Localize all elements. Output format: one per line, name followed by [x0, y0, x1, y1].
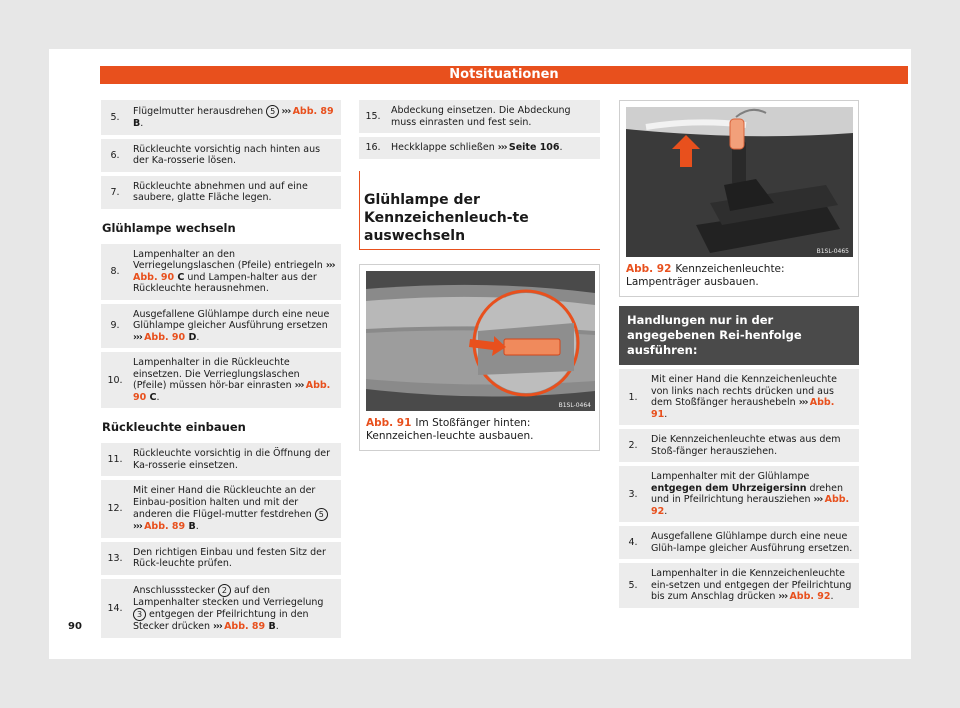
bumper-illustration: [366, 271, 595, 411]
step-9: 9. Ausgefallene Glühlampe durch eine neue Glühlampe gleicher Ausführung ersetzen ››› Abb. 90 D.: [101, 304, 341, 349]
step-r3: 3. Lampenhalter mit der Glühlampe entgegen dem Uhrzeigersinn drehen und in Pfeilrichtung herausziehen ››› Abb. 92.: [619, 466, 859, 522]
page-link[interactable]: Seite 106: [508, 142, 560, 153]
lamp-holder: [730, 119, 744, 149]
step-5: 5. Flügelmutter herausdrehen 5 ››› Abb. 89 B.: [101, 100, 341, 135]
step-6: 6. Rückleuchte vorsichtig nach hinten aus der Ka-rosserie lösen.: [101, 139, 341, 172]
figure-92-caption: Abb. 92 Kennzeichenleuchte: Lampenträger ausbauen.: [626, 263, 785, 288]
column-right: [619, 100, 859, 612]
column-middle: [359, 100, 600, 451]
step-12: 12. Mit einer Hand die Rückleuchte an der Einbau-position halten und mit der anderen die Flügel-mutter festdrehen 5 ››› Abb. 89 B.: [101, 480, 341, 538]
order-notice: Handlungen nur in der angegebenen Rei-henfolge ausführen:: [619, 306, 859, 365]
license-plate-light: [504, 339, 560, 355]
figure-92-image: B1SL-0465: [626, 107, 853, 257]
column-left: [101, 100, 341, 642]
figure-link[interactable]: Abb. 89: [292, 106, 334, 117]
step-r5: 5. Lampenhalter in die Kennzeichenleuchte ein-setzen und entgegen der Pfeilrichtung bis zum Anschlag drücken ››› Abb. 92.: [619, 563, 859, 608]
step-10: 10. Lampenhalter in die Rückleuchte einsetzen. Die Verrieglungslaschen (Pfeile) müssen hör-bar einrasten ››› Abb. 90 C.: [101, 352, 341, 408]
figure-link[interactable]: Abb. 91: [651, 397, 835, 420]
callout-5: 5: [266, 105, 279, 118]
step-11: 11. Rückleuchte vorsichtig in die Öffnung der Ka-rosserie einsetzen.: [101, 443, 341, 476]
callout-5: 5: [315, 508, 328, 521]
step-14: 14. Anschlussstecker 2 auf den Lampenhalter stecken und Verriegelung 3 entgegen der Pfeilrichtung in den Stecker drücken ››› Abb. 89 B.: [101, 579, 341, 638]
step-r2: 2. Die Kennzeichenleuchte etwas aus dem Stoß-fänger herausziehen.: [619, 429, 859, 462]
callout-2: 2: [218, 584, 231, 597]
figure-link[interactable]: Abb. 90: [133, 380, 331, 403]
step-r4: 4. Ausgefallene Glühlampe durch eine neue Glüh-lampe gleicher Ausführung ersetzen.: [619, 526, 859, 559]
figure-link[interactable]: Abb. 90: [144, 331, 186, 343]
section-title-kennzeichenleuchte: Glühlampe der Kennzeichenleuch-te auswechseln: [359, 171, 600, 250]
page-header: Notsituationen: [100, 66, 908, 84]
figure-link[interactable]: Abb. 92: [789, 591, 831, 602]
step-13: 13. Den richtigen Einbau und festen Sitz der Rück-leuchte prüfen.: [101, 542, 341, 575]
step-16: 16. Heckklappe schließen ››› Seite 106.: [359, 137, 600, 159]
figure-link[interactable]: Abb. 92: [651, 494, 850, 517]
step-r1: 1. Mit einer Hand die Kennzeichenleuchte von links nach rechts drücken und aus dem Stoßfänger heraushebeln ››› Abb. 91.: [619, 369, 859, 425]
page-number: 90: [68, 621, 82, 632]
figure-link[interactable]: Abb. 89: [224, 621, 266, 632]
callout-3: 3: [133, 608, 146, 621]
section-heading-gluehlampe-wechseln: Glühlampe wechseln: [102, 220, 236, 235]
section-heading-rueckleuchte-einbauen: Rückleuchte einbauen: [102, 420, 246, 434]
figure-link[interactable]: Abb. 90: [133, 271, 175, 283]
step-8: 8. Lampenhalter an den Verriegelungslaschen (Pfeile) entriegeln ››› Abb. 90 C und Lampen-halter aus der Rückleuchte herausnehmen.: [101, 244, 341, 300]
manual-page: [49, 49, 911, 659]
figure-link[interactable]: Abb. 89: [144, 521, 186, 532]
figure-91: [359, 264, 600, 451]
figure-92: [619, 100, 859, 297]
step-7: 7. Rückleuchte abnehmen und auf eine saubere, glatte Fläche legen.: [101, 176, 341, 209]
figure-91-caption: Abb. 91 Im Stoßfänger hinten: Kennzeichen-leuchte ausbauen.: [366, 416, 534, 442]
step-15: 15. Abdeckung einsetzen. Die Abdeckung muss einrasten und fest sein.: [359, 100, 600, 133]
figure-91-image: B1SL-0464: [366, 271, 595, 411]
lamp-holder-illustration: [626, 107, 853, 257]
